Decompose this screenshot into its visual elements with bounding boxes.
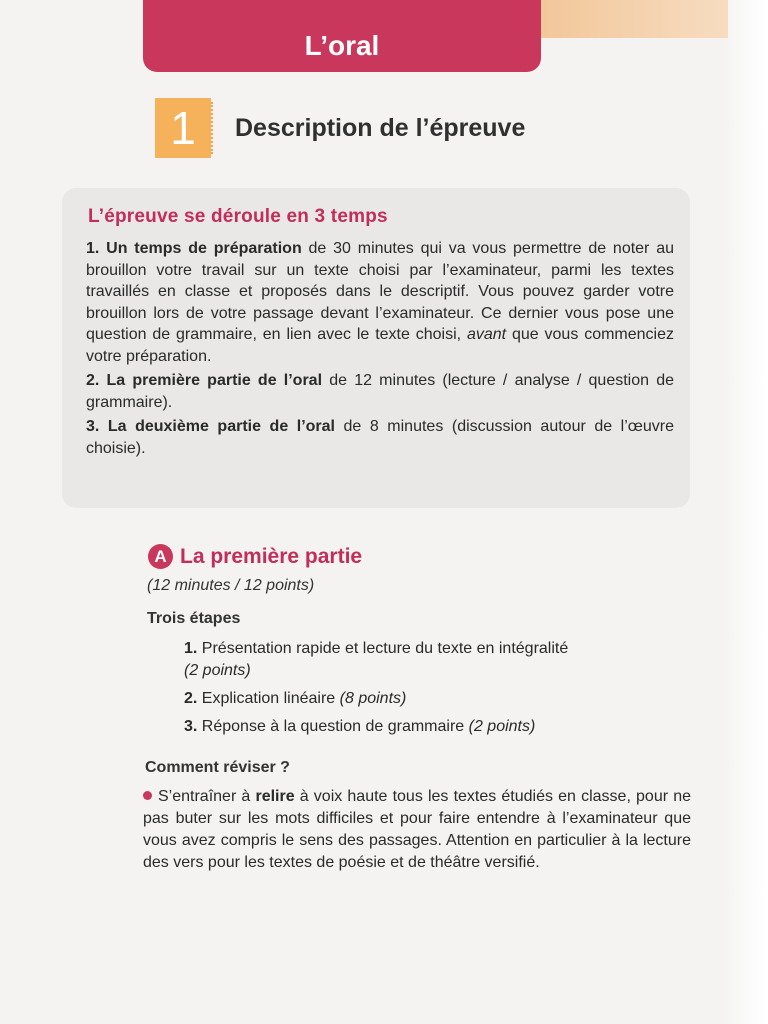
steps-list xyxy=(184,638,694,744)
revise-heading: Comment réviser ? xyxy=(145,759,290,776)
header-accent-strip xyxy=(540,0,728,38)
part-a-title: La première partie xyxy=(180,544,363,568)
section-number-badge: 1 xyxy=(155,98,211,158)
step-text: Explication linéaire xyxy=(201,690,336,707)
section-title: Description de l’épreuve xyxy=(235,114,526,142)
part-letter-badge: A xyxy=(148,544,173,569)
step-points: (8 points) xyxy=(339,690,407,707)
info-item-3-lead: 3. La deuxième partie de l’oral xyxy=(86,418,335,435)
part-a-heading xyxy=(148,544,362,569)
info-item-3 xyxy=(86,416,674,459)
info-item-1-emphasis: avant xyxy=(466,326,507,343)
chapter-title: L’oral xyxy=(304,30,380,61)
step-text: Réponse à la question de grammaire xyxy=(201,718,465,735)
info-box-title: L’épreuve se déroule en 3 temps xyxy=(88,206,388,227)
revise-keyword: relire xyxy=(255,788,295,805)
page-edge-shade xyxy=(722,0,768,1024)
info-item-2-text: de 12 minutes (lecture / analyse / question de grammaire). xyxy=(86,372,675,411)
bullet-icon xyxy=(143,791,152,800)
info-item-2 xyxy=(86,370,674,413)
info-item-2-lead: 2. La première partie de l’oral xyxy=(86,372,323,389)
step-item: 2. Explication linéaire (8 points) xyxy=(184,690,407,707)
info-box-content xyxy=(86,238,674,462)
revise-text-start: S’entraîner à xyxy=(158,788,256,805)
chapter-banner xyxy=(143,0,541,72)
step-points: (2 points) xyxy=(184,662,251,679)
section-number-separator xyxy=(211,102,213,154)
step-item: 3. Réponse à la question de grammaire (2 points) xyxy=(184,718,536,735)
info-item-1-text-end: que vous commenciez votre préparation. xyxy=(86,326,674,365)
step-points: (2 points) xyxy=(468,718,536,735)
step-text: Présentation rapide et lecture du texte en intégralité xyxy=(201,640,569,657)
step-item: 1. Présentation rapide et lecture du texte en intégralité (2 points) xyxy=(184,640,569,679)
steps-heading: Trois étapes xyxy=(147,610,241,627)
revise-tip xyxy=(143,786,691,874)
info-item-1 xyxy=(86,238,674,367)
info-item-1-text: de 30 minutes qui va vous permettre de noter au brouillon votre travail sur un texte choisi par l’examinateur, parmi les textes travaillés en classe et proposés dans le descriptif. Vous pouvez garder votre brouillon lors de votre passage devant l’examinateur. Ce dernier vous pose une question de grammaire, en lien avec le texte choisi, xyxy=(86,240,674,343)
revise-text-end: à voix haute tous les textes étudiés en classe, pour ne pas buter sur les mots difficiles et pour faire entendre à l’examinateur que vous avez compris le sens des passages. Attention en particulier à la lecture des vers pour les textes de poésie et de théâtre versifié. xyxy=(143,788,691,871)
info-item-3-text: de 8 minutes (discussion autour de l’œuvre choisie). xyxy=(86,418,675,457)
part-a-duration: (12 minutes / 12 points) xyxy=(147,577,315,594)
info-item-1-lead: 1. Un temps de préparation xyxy=(86,240,302,257)
